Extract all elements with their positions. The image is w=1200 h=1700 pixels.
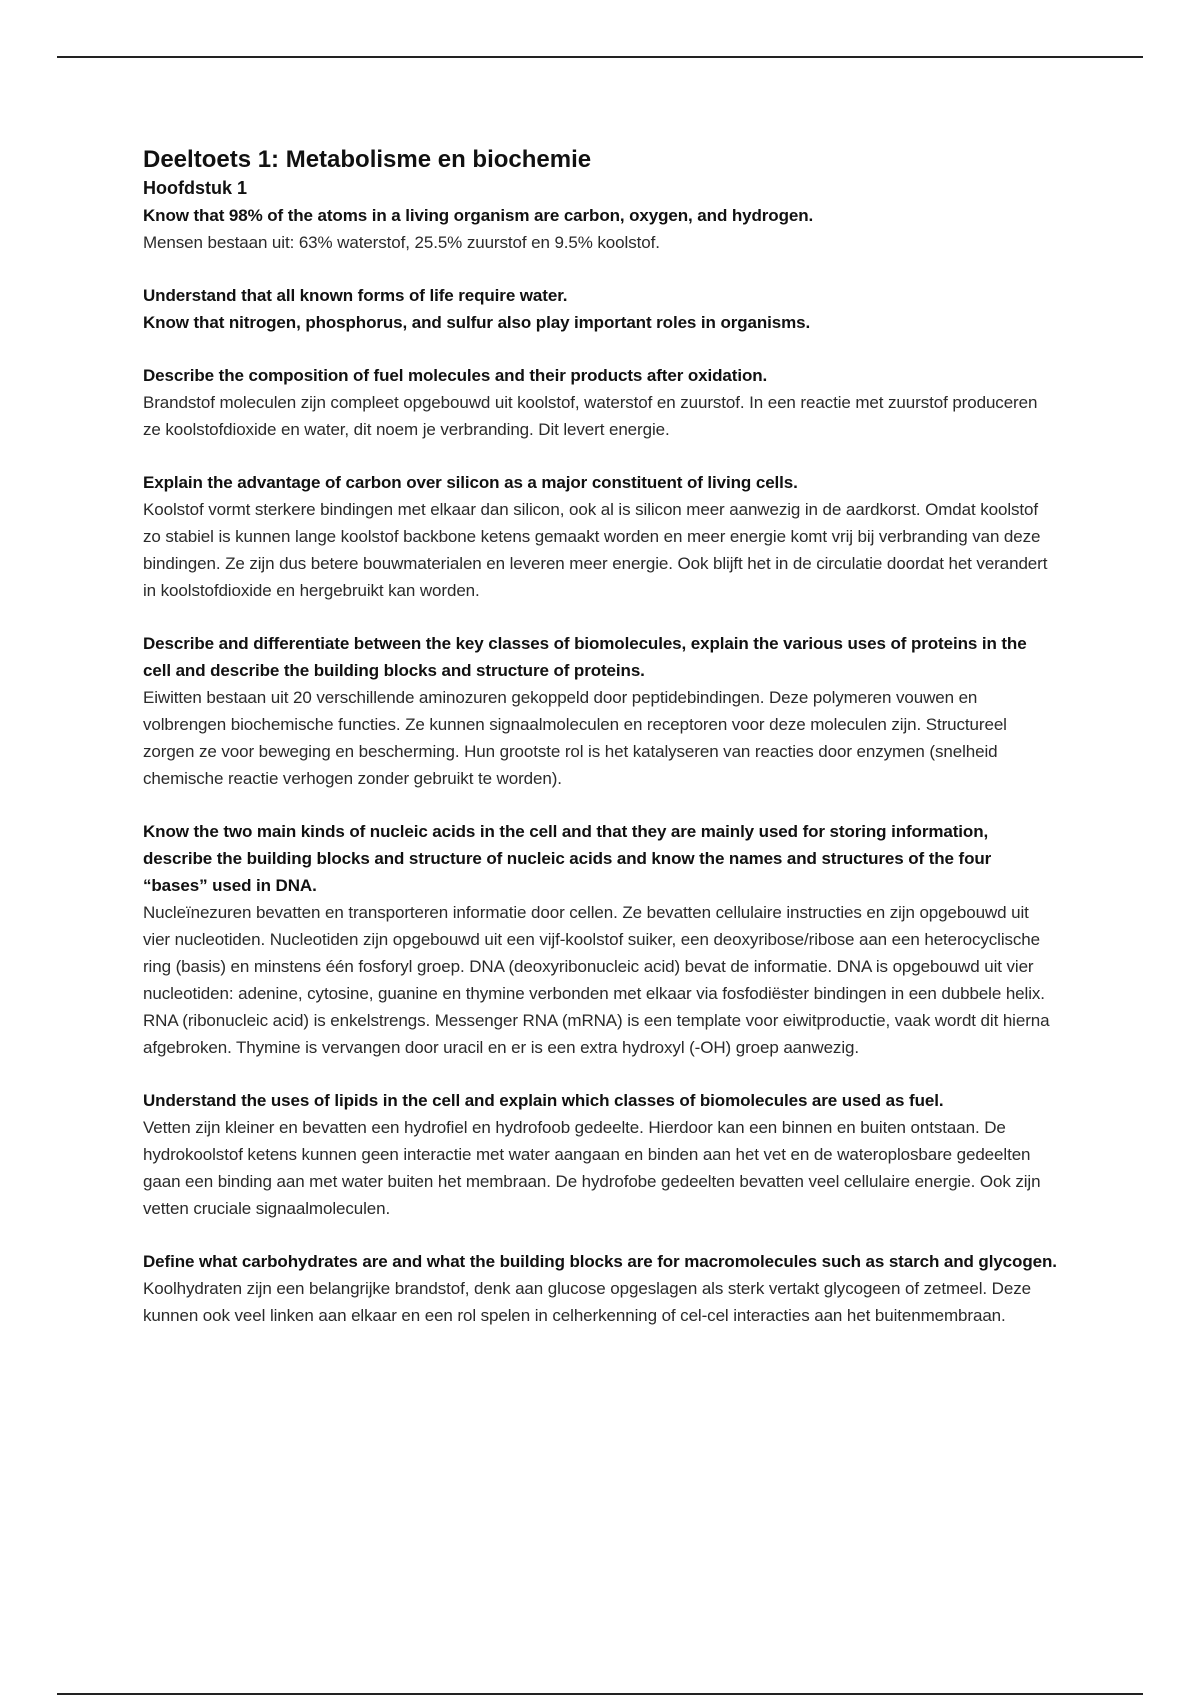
section-answer: Nucleïnezuren bevatten en transporteren informatie door cellen. Ze bevatten cellulaire instructies en zijn opgebouwd uit vier nucleotiden. Nucleotiden zijn opgebouwd uit een vijf-koolstof suiker, een deoxyribose/ribose aan een heterocyclische ring (basis) en minstens één fosforyl groep. DNA (deoxyribonucleic acid) bevat de informatie. DNA is opgebouwd uit vier nucleotiden: adenine, cytosine, guanine en thymine verbonden met elkaar via fosfodiëster bindingen in een dubbele helix. RNA (ribonucleic acid) is enkelstrengs. Messenger RNA (mRNA) is een template voor eiwitproductie, vaak wordt dit hierna afgebroken. Thymine is vervangen door uracil en er is een extra hydroxyl (-OH) groep aanwezig. xyxy=(143,903,1050,1057)
page-top-rule xyxy=(57,56,1143,58)
section-fuel-molecules xyxy=(143,362,1058,443)
section-answer: Mensen bestaan uit: 63% waterstof, 25.5% zuurstof en 9.5% koolstof. xyxy=(143,233,660,252)
section-proteins xyxy=(143,630,1058,792)
section-question: Explain the advantage of carbon over silicon as a major constituent of living cells. xyxy=(143,473,798,492)
section-carbon-silicon xyxy=(143,469,1058,604)
section-answer: Eiwitten bestaan uit 20 verschillende aminozuren gekoppeld door peptidebindingen. Deze polymeren vouwen en volbrengen biochemische functies. Ze kunnen signaalmoleculen en receptoren voor deze moleculen zijn. Structureel zorgen ze voor beweging en bescherming. Hun grootste rol is het katalyseren van reacties door enzymen (snelheid chemische reactie verhogen zonder gebruikt te worden). xyxy=(143,688,1007,788)
section-lipids xyxy=(143,1087,1058,1222)
document-title: Deeltoets 1: Metabolisme en biochemie xyxy=(143,146,592,173)
section-question: Describe the composition of fuel molecules and their products after oxidation. xyxy=(143,366,768,385)
section-question: Define what carbohydrates are and what the building blocks are for macromolecules such as starch and glycogen. xyxy=(143,1252,1057,1271)
section-question: Know the two main kinds of nucleic acids in the cell and that they are mainly used for storing information, describe the building blocks and structure of nucleic acids and know the names and structures of the four “bases” used in DNA. xyxy=(143,822,992,895)
section-question: Know that nitrogen, phosphorus, and sulfur also play important roles in organisms. xyxy=(143,313,811,332)
section-question: Know that 98% of the atoms in a living organism are carbon, oxygen, and hydrogen. xyxy=(143,206,814,225)
section-nucleic-acids xyxy=(143,818,1058,1061)
section-question: Understand the uses of lipids in the cell and explain which classes of biomolecules are used as fuel. xyxy=(143,1091,944,1110)
page-bottom-rule xyxy=(57,1693,1143,1695)
chapter-heading: Hoofdstuk 1 xyxy=(143,178,248,198)
section-question: Describe and differentiate between the key classes of biomolecules, explain the various uses of proteins in the cell and describe the building blocks and structure of proteins. xyxy=(143,634,1027,680)
section-question: Understand that all known forms of life require water. xyxy=(143,286,568,305)
document-body xyxy=(143,144,1058,1355)
section-answer: Koolstof vormt sterkere bindingen met elkaar dan silicon, ook al is silicon meer aanwezig in de aardkorst. Omdat koolstof zo stabiel is kunnen lange koolstof backbone ketens gemaakt worden en meer energie komt vrij bij verbranding van deze bindingen. Ze zijn dus betere bouwmaterialen en leveren meer energie. Ook blijft het in de circulatie doordat het verandert in koolstofdioxide en hergebruikt kan worden. xyxy=(143,500,1048,600)
section-atoms xyxy=(143,202,1058,256)
section-answer: Vetten zijn kleiner en bevatten een hydrofiel en hydrofoob gedeelte. Hierdoor kan een binnen en buiten ontstaan. De hydrokoolstof ketens kunnen geen interactie met water aangaan en binden aan het vet en de wateroplosbare gedeelten gaan een binding aan met water buiten het membraan. De hydrofobe gedeelten bevatten veel cellulaire energie. Ook zijn vetten cruciale signaalmoleculen. xyxy=(143,1118,1041,1218)
section-answer: Koolhydraten zijn een belangrijke brandstof, denk aan glucose opgeslagen als sterk vertakt glycogeen of zetmeel. Deze kunnen ook veel linken aan elkaar en een rol spelen in celherkenning of cel-cel interacties aan het buitenmembraan. xyxy=(143,1279,1031,1325)
section-carbohydrates xyxy=(143,1248,1058,1329)
section-water-elements xyxy=(143,282,1058,336)
section-answer: Brandstof moleculen zijn compleet opgebouwd uit koolstof, waterstof en zuurstof. In een reactie met zuurstof produceren ze koolstofdioxide en water, dit noem je verbranding. Dit levert energie. xyxy=(143,393,1038,439)
